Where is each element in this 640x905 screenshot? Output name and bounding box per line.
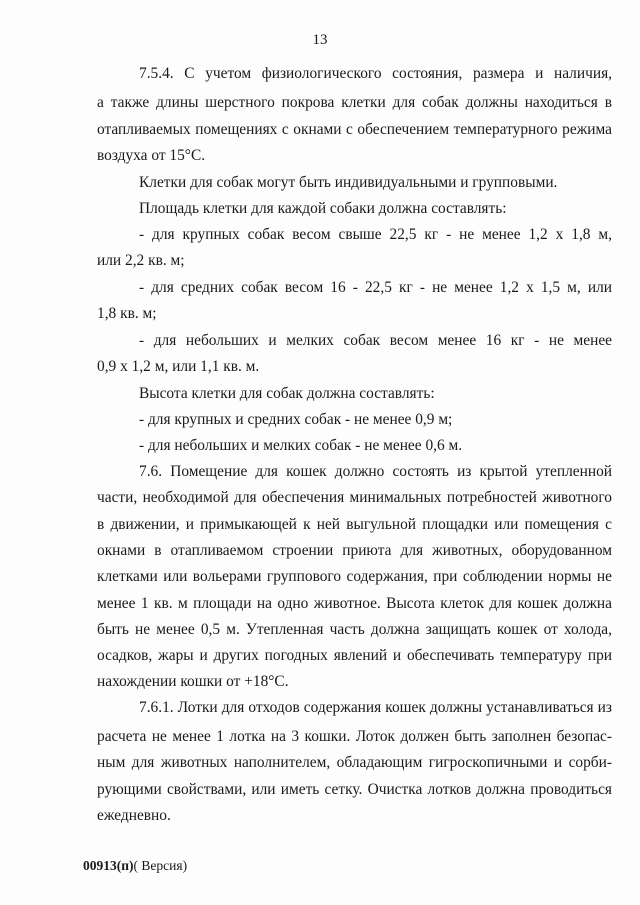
text-line: в движении, и примыкающей к ней выгульной площадки или помещения с: [97, 516, 612, 533]
text-line: - для средних собак весом 16 - 22,5 кг - не менее 1,2 х 1,5 м, или: [139, 279, 612, 296]
text-line: а также длины шерстного покрова клетки для собак должны находиться в: [97, 94, 612, 111]
text-line: нахождении кошки от +18°С.: [97, 673, 289, 690]
text-line: 7.6. Помещение для кошек должно состоять из крытой утепленной: [139, 463, 612, 480]
text-line: ным для животных наполнителем, обладающим гигроскопичными и сорби-: [97, 754, 612, 771]
document-code: 00913(п): [83, 858, 134, 873]
text-line: рующими свойствами, или иметь сетку. Очистка лотков должна проводиться: [97, 781, 612, 798]
text-line: - для небольших и мелких собак весом менее 16 кг - не менее: [139, 332, 612, 349]
text-line: 1,8 кв. м;: [97, 305, 157, 322]
text-line: - для небольших и мелких собак - не менее 0,6 м.: [139, 437, 463, 454]
version-label: ( Версия): [133, 858, 188, 873]
text-line: воздуха от 15°С.: [97, 147, 206, 164]
text-line: отапливаемых помещениях с окнами с обеспечением температурного режима: [97, 121, 612, 138]
text-line: ежедневно.: [97, 807, 171, 824]
page-number: 13: [312, 32, 328, 48]
text-line: или 2,2 кв. м;: [97, 252, 185, 269]
text-line: менее 1 кв. м площади на одно животное. Высота клеток для кошек должна: [97, 595, 612, 612]
text-line: 7.5.4. С учетом физиологического состояния, размера и наличия,: [139, 65, 612, 82]
text-line: - для крупных и средних собак - не менее 0,9 м;: [139, 411, 453, 428]
text-line: 7.6.1. Лотки для отходов содержания кошек должны устанавливаться из: [139, 699, 612, 716]
text-line: Высота клетки для собак должна составлять:: [139, 385, 435, 402]
text-line: - для крупных собак весом свыше 22,5 кг - не менее 1,2 х 1,8 м,: [139, 226, 612, 243]
text-line: Площадь клетки для каждой собаки должна составлять:: [139, 200, 507, 217]
text-line: Клетки для собак могут быть индивидуальными и групповыми.: [139, 174, 558, 191]
text-line: расчета не менее 1 лотка на 3 кошки. Лоток должен быть заполнен безопас-: [97, 728, 612, 745]
text-line: осадков, жары и других погодных явлений и обеспечивать температуру при: [97, 647, 612, 664]
text-line: окнами в отапливаемом строении приюта для животных, оборудованном: [97, 542, 612, 559]
document-footer: [83, 858, 187, 874]
text-line: быть не менее 0,5 м. Утепленная часть должна защищать кошек от холода,: [97, 621, 612, 638]
text-line: клетками или вольерами группового содержания, при соблюдении нормы не: [97, 568, 612, 585]
text-line: 0,9 х 1,2 м, или 1,1 кв. м.: [97, 358, 260, 375]
text-line: части, необходимой для обеспечения минимальных потребностей животного: [97, 489, 612, 506]
